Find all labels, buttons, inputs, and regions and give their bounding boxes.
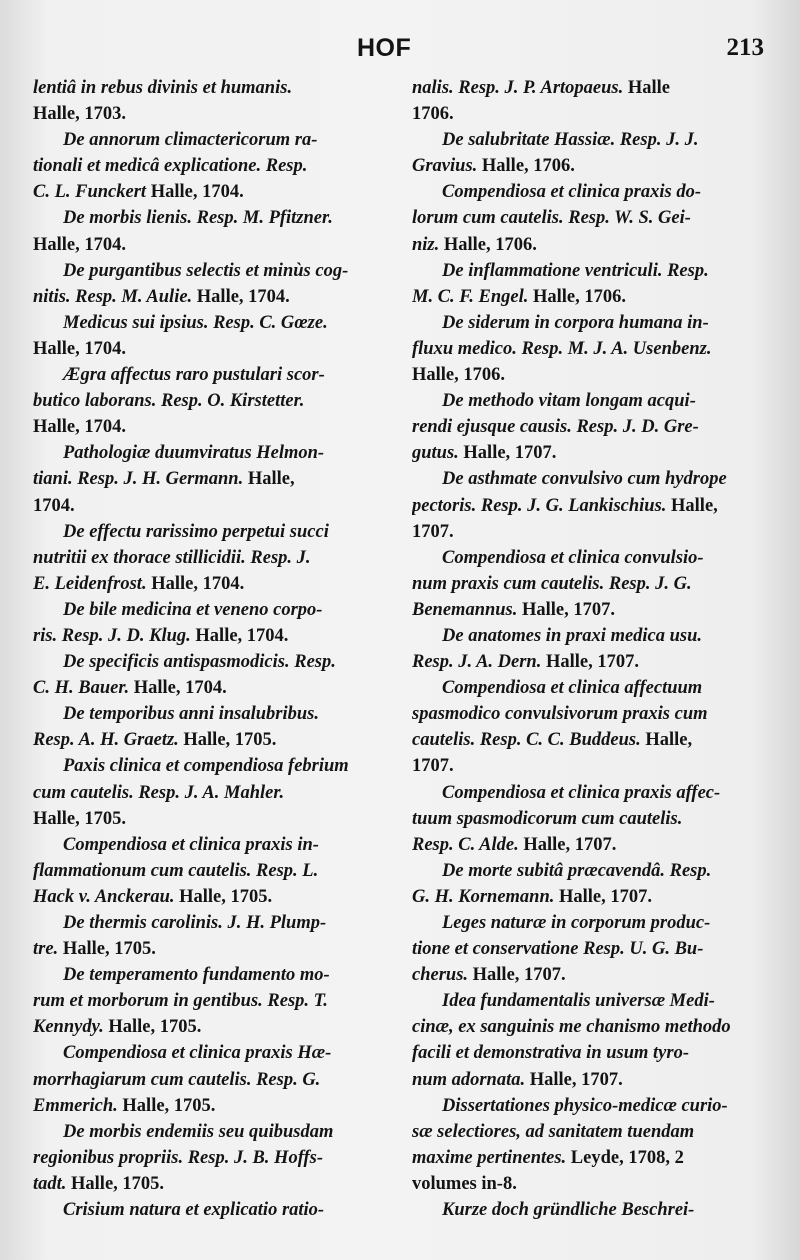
entry-title-text: Crisium natura et explicatio ratio- [63,1200,325,1221]
text-line [33,362,393,388]
text-line [412,388,768,414]
entry-title-text: De effectu rarissimo perpetui succi [63,521,329,542]
text-line [33,75,393,101]
entry-imprint-text: Halle, 1706. [439,234,537,255]
text-line [33,101,393,127]
entry-title-text: Medicus sui ipsius. Resp. C. Gœze. [63,312,328,333]
text-line [412,258,768,284]
text-line [33,884,393,910]
entry-title-text: Emmerich. [33,1095,118,1116]
entry-title-text: M. C. F. Engel. [412,286,529,307]
text-line [412,597,768,623]
entry-imprint-text: Halle, 1705. [178,730,277,751]
text-line [33,414,393,440]
entry-title-text: De anatomes in praxi medica usu. [442,625,703,646]
running-head: HOF [357,34,412,62]
entry-title-text: Resp. A. H. Graetz. [33,730,179,751]
entry-title-text: tiani. Resp. J. H. Germann. [33,469,244,490]
text-line [33,545,393,571]
entry-title-text: morrhagiarum cum cautelis. Resp. G. [33,1069,321,1090]
entry-title-text: ris. Resp. J. D. Klug. [33,625,191,646]
entry-imprint-text: Halle, 1705. [117,1095,216,1116]
entry-imprint-text: 1707. [412,756,454,777]
entry-imprint-text: Halle, 1704. [129,678,227,699]
entry-title-text: Compendiosa et clinica convulsio- [442,547,704,568]
entry-imprint-text: 1704. [33,495,75,516]
entry-title-text: Kurze doch gründliche Beschrei- [442,1200,695,1221]
entry-title-text: Gravius. [412,156,478,177]
text-line [33,623,393,649]
entry-title-text: De inflammatione ventriculi. Resp. [442,260,709,281]
entry-imprint-text: Halle, 1706. [528,286,626,307]
text-line [412,832,768,858]
text-line [33,858,393,884]
text-line [412,962,768,988]
entry-imprint-text: Halle, 1707. [541,652,639,673]
text-line [412,623,768,649]
text-line [33,310,393,336]
text-line [33,232,393,258]
entry-title-text: Benemannus. [412,599,518,620]
entry-title-text: Resp. C. Alde. [412,834,519,855]
entry-title-text: De temporibus anni insalubribus. [63,704,319,725]
entry-imprint-text: Halle, [243,469,295,490]
entry-imprint-text: Halle, [666,495,718,516]
entry-title-text: tadt. [33,1173,67,1194]
entry-imprint-text: 1707. [412,521,454,542]
entry-imprint-text: Halle, 1705. [58,939,156,960]
entry-title-text: tre. [33,939,59,960]
entry-title-text: flammationum cum cautelis. Resp. L. [33,860,319,881]
entry-title-text: De methodo vitam longam acqui- [442,391,696,412]
text-line [33,780,393,806]
text-line [412,1171,768,1197]
left-column [33,75,393,1223]
text-line [33,336,393,362]
entry-title-text: De salubritate Hassiæ. Resp. J. J. [442,130,699,151]
text-line [412,101,768,127]
entry-title-text: nalis. Resp. J. P. Artopaeus. [412,78,624,98]
text-line [412,1067,768,1093]
text-line [412,806,768,832]
text-line [412,858,768,884]
text-line [33,597,393,623]
entry-imprint-text: Halle, 1707. [554,886,653,907]
text-line [412,179,768,205]
entry-title-text: nitis. Resp. M. Aulie. [33,286,193,307]
entry-title-text: De bile medicina et veneno corpo- [63,599,323,620]
text-line [412,988,768,1014]
entry-imprint-text: Halle, 1705. [103,1017,202,1038]
entry-title-text: De annorum climactericorum ra- [63,130,318,151]
entry-title-text: cautelis. Resp. C. C. Buddeus. [412,730,641,751]
text-line [33,258,393,284]
entry-title-text: butico laborans. Resp. O. Kirstetter. [33,391,305,412]
entry-title-text: Compendiosa et clinica praxis in- [63,834,319,855]
entry-title-text: maxime pertinentes. [412,1147,567,1168]
text-line [33,649,393,675]
entry-imprint-text: Halle, 1705. [66,1173,165,1194]
text-line [33,440,393,466]
page-number: 213 [726,34,764,61]
text-line [33,571,393,597]
text-line [412,336,768,362]
text-line [412,440,768,466]
text-line [412,493,768,519]
entry-title-text: De temperamento fundamento mo- [63,965,330,986]
text-line [33,1119,393,1145]
entry-title-text: C. L. Funckert [33,182,147,203]
entry-title-text: Compendiosa et clinica praxis affec- [442,782,721,803]
entry-title-text: Kennydy. [33,1017,104,1038]
text-line [33,1197,393,1223]
entry-title-text: De thermis carolinis. J. H. Plump- [63,913,327,933]
text-line [412,649,768,675]
text-line [412,675,768,701]
text-line [33,388,393,414]
entry-imprint-text: Halle, 1707. [458,443,557,464]
text-line [412,414,768,440]
entry-title-text: Compendiosa et clinica praxis Hæ- [63,1043,332,1064]
entry-title-text: G. H. Kornemann. [412,886,555,907]
entry-title-text: sæ selectiores, ad sanitatem tuendam [412,1121,695,1142]
entry-title-text: Compendiosa et clinica praxis do- [442,182,701,203]
text-line [33,806,393,832]
text-line [33,701,393,727]
entry-title-text: regionibus propriis. Resp. J. B. Hoffs- [33,1147,324,1168]
text-line [33,493,393,519]
entry-imprint-text: Halle, 1704. [33,234,127,255]
text-line [412,1014,768,1040]
entry-title-text: lorum cum cautelis. Resp. W. S. Gei- [412,208,691,229]
entry-title-text: rum et morborum in gentibus. Resp. T. [33,991,328,1012]
entry-title-text: De morte subitâ præcavendâ. Resp. [442,860,712,881]
entry-title-text: Idea fundamentalis universæ Medi- [442,991,715,1012]
text-line [412,362,768,388]
entry-title-text: Hack v. Anckerau. [33,886,175,907]
text-line [412,232,768,258]
text-line [412,780,768,806]
text-line [412,1040,768,1066]
text-line [33,1067,393,1093]
entry-imprint-text: Halle, 1706. [477,156,575,177]
entry-imprint-text: Leyde, 1708, 2 [566,1147,684,1168]
text-line [33,127,393,153]
entry-title-text: E. Leidenfrost. [33,573,147,594]
entry-title-text: num praxis cum cautelis. Resp. J. G. [412,573,692,594]
entry-title-text: De purgantibus selectis et minùs cog- [63,260,349,281]
text-line [412,727,768,753]
text-line [33,1093,393,1119]
entry-title-text: Leges naturæ in corporum produc- [442,913,711,933]
text-line [412,1093,768,1119]
entry-title-text: De specificis antispasmodicis. Resp. [63,652,336,673]
text-line [33,1014,393,1040]
text-line [412,153,768,179]
entry-imprint-text: Halle, 1704. [146,573,245,594]
entry-title-text: De morbis lienis. Resp. M. Pfitzner. [63,208,333,229]
text-line [412,205,768,231]
page-header [0,34,800,64]
entry-imprint-text: Halle, 1705. [174,886,273,907]
text-line [412,545,768,571]
entry-title-text: num adornata. [412,1069,526,1090]
entry-title-text: tuum spasmodicorum cum cautelis. [412,808,683,829]
entry-title-text: spasmodico convulsivorum praxis cum [412,704,708,725]
entry-title-text: fluxu medico. Resp. M. J. A. Usenbenz. [412,338,712,359]
text-line [33,675,393,701]
entry-title-text: tionali et medicâ explicatione. Resp. [33,156,308,177]
right-column [412,75,768,1223]
text-line [412,936,768,962]
entry-imprint-text: Halle, 1703. [33,104,127,125]
entry-title-text: facili et demonstrativa in usum tyro- [412,1043,689,1064]
entry-imprint-text: Halle, 1704. [33,417,127,438]
text-line [412,284,768,310]
entry-title-text: De morbis endemiis seu quibusdam [63,1121,334,1142]
entry-title-text: lentiâ in rebus divinis et humanis. [33,78,293,98]
entry-imprint-text: Halle, [640,730,693,751]
text-line [412,571,768,597]
entry-title-text: De siderum in corpora humana in- [442,312,709,333]
entry-title-text: rendi ejusque causis. Resp. J. D. Gre- [412,417,699,438]
entry-title-text: Pathologiæ duumviratus Helmon- [63,443,325,464]
entry-title-text: C. H. Bauer. [33,678,130,699]
entry-title-text: tione et conservatione Resp. U. G. Bu- [412,939,704,960]
entry-imprint-text: Halle, 1707. [468,965,566,986]
text-line [33,205,393,231]
entry-title-text: cum cautelis. Resp. J. A. Mahler. [33,782,285,803]
text-line [33,466,393,492]
text-line [33,153,393,179]
entry-imprint-text: Halle, 1704. [190,625,289,646]
entry-title-text: cherus. [412,965,469,986]
entry-title-text: Resp. J. A. Dern. [412,652,542,673]
text-line [412,75,768,101]
entry-imprint-text: 1706. [412,104,454,125]
text-line [33,727,393,753]
text-line [33,988,393,1014]
entry-title-text: Paxis clinica et compendiosa febrium [63,756,349,777]
text-line [412,1119,768,1145]
text-line [33,179,393,205]
text-line [412,910,768,936]
entry-imprint-text: Halle, 1707. [517,599,616,620]
entry-imprint-text: Halle, 1704. [192,286,290,307]
entry-imprint-text: Halle, 1707. [525,1069,623,1090]
entry-title-text: De asthmate convulsivo cum hydrope [442,469,727,490]
text-line [33,1145,393,1171]
entry-title-text: gutus. [412,443,459,464]
entry-imprint-text: Halle, 1704. [146,182,244,203]
text-line [33,936,393,962]
entry-imprint-text: Halle, 1707. [518,834,617,855]
text-line [412,310,768,336]
text-line [412,466,768,492]
text-line [33,753,393,779]
entry-title-text: pectoris. Resp. J. G. Lankischius. [412,495,667,516]
entry-imprint-text: Halle, 1705. [33,808,127,829]
text-line [33,284,393,310]
entry-title-text: niz. [412,234,440,255]
text-line [33,910,393,936]
text-line [412,1145,768,1171]
entry-imprint-text: Halle [623,78,671,98]
text-line [412,519,768,545]
text-line [33,832,393,858]
entry-imprint-text: Halle, 1706. [412,365,506,386]
text-line [33,1040,393,1066]
entry-imprint-text: Halle, 1704. [33,338,127,359]
entry-title-text: Compendiosa et clinica affectuum [442,678,703,699]
text-line [412,1197,768,1223]
text-line [412,753,768,779]
entry-title-text: cinæ, ex sanguinis me chanismo methodo [412,1017,731,1038]
text-line [33,962,393,988]
entry-title-text: nutritii ex thorace stillicidii. Resp. J. [33,547,311,568]
text-line [33,519,393,545]
entry-imprint-text: volumes in-8. [412,1173,517,1194]
text-line [412,701,768,727]
entry-title-text: Dissertationes physico-medicæ curio- [442,1095,728,1116]
text-line [412,127,768,153]
entry-title-text: Ægra affectus raro pustulari scor- [63,365,325,386]
text-line [412,884,768,910]
text-line [33,1171,393,1197]
